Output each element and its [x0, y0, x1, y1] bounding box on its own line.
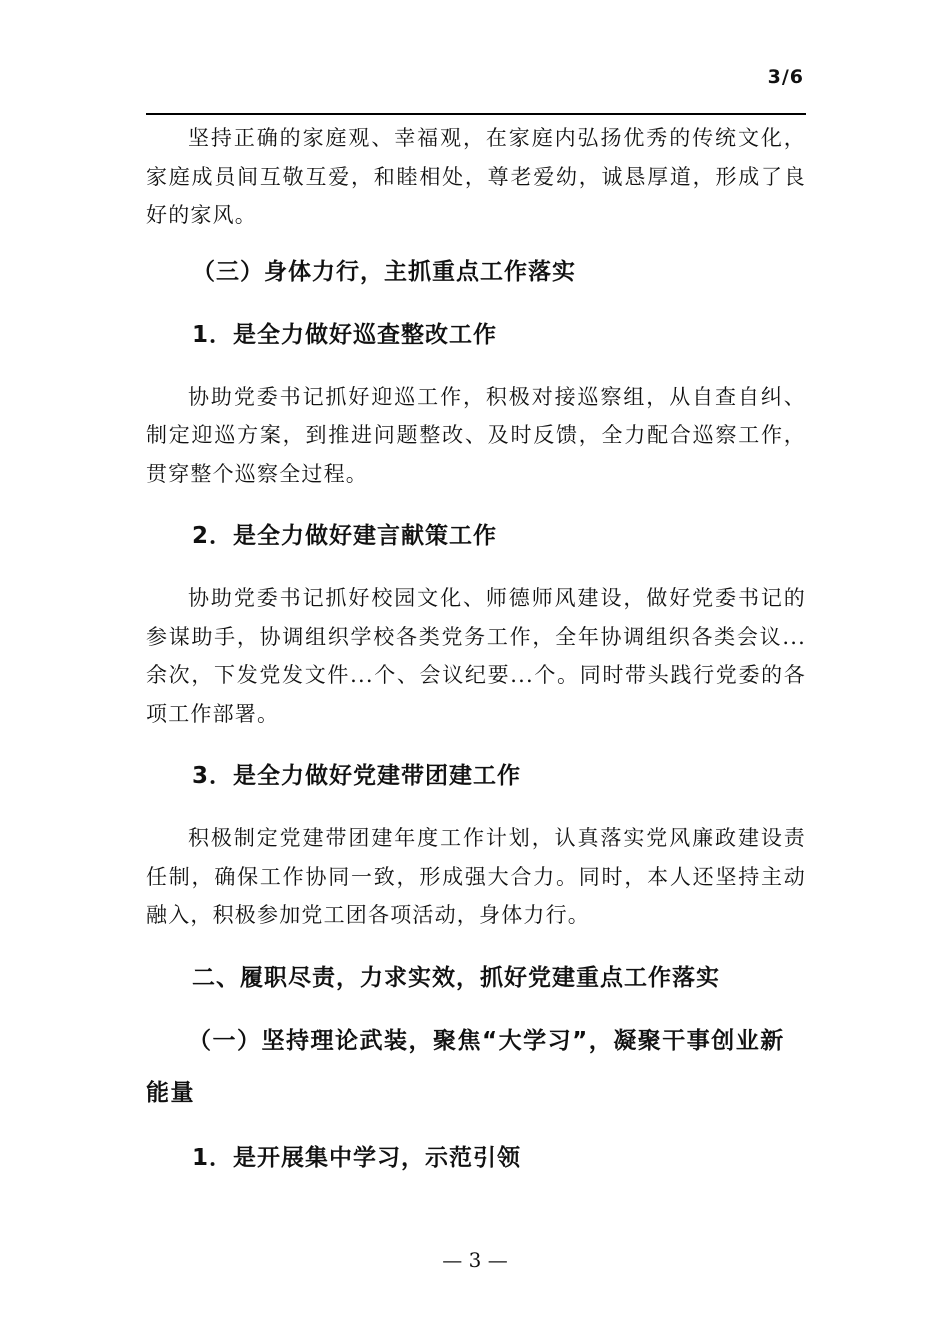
document-body: [146, 119, 806, 1177]
paragraph-advice: 协助党委书记抓好校园文化、师德师风建设，做好党委书记的参谋助手，协调组织学校各类党务工作，全年协调组织各类会议...余次，下发党发文件...个、会议纪要...个。同时带头践行党委的各项工作部署。: [146, 586, 806, 726]
paragraph-family-values: 坚持正确的家庭观、幸福观，在家庭内弘扬优秀的传统文化，家庭成员间互敬互爱，和睦相处，尊老爱幼，诚恳厚道，形成了良好的家风。: [146, 126, 806, 227]
item-heading-1: 1．是全力做好巡查整改工作: [192, 321, 498, 348]
subheading-section-1: （一）坚持理论武装，聚焦“大学习”，凝聚干事创业新能量: [146, 1027, 785, 1106]
page-counter: 3/6: [767, 66, 804, 88]
subheading-section-3: （三）身体力行，主抓重点工作落实: [192, 258, 576, 285]
item-heading-3: 3．是全力做好党建带团建工作: [192, 763, 522, 789]
main-heading-2: 二、履职尽责，力求实效，抓好党建重点工作落实: [192, 964, 720, 991]
footer-page-number: — 3 —: [442, 1248, 508, 1272]
paragraph-party-league: 积极制定党建带团建年度工作计划，认真落实党风廉政建设责任制，确保工作协同一致，形成强大合力。同时，本人还坚持主动融入，积极参加党工团各项活动，身体力行。: [146, 826, 806, 927]
paragraph-inspection: 协助党委书记抓好迎巡工作，积极对接巡察组，从自查自纠、制定迎巡方案，到推进问题整改、及时反馈，全力配合巡察工作，贯穿整个巡察全过程。: [146, 384, 806, 486]
item-heading-2: 2．是全力做好建言献策工作: [192, 523, 498, 549]
item-heading-study: 1．是开展集中学习，示范引领: [192, 1144, 522, 1171]
header-rule: [146, 113, 806, 115]
